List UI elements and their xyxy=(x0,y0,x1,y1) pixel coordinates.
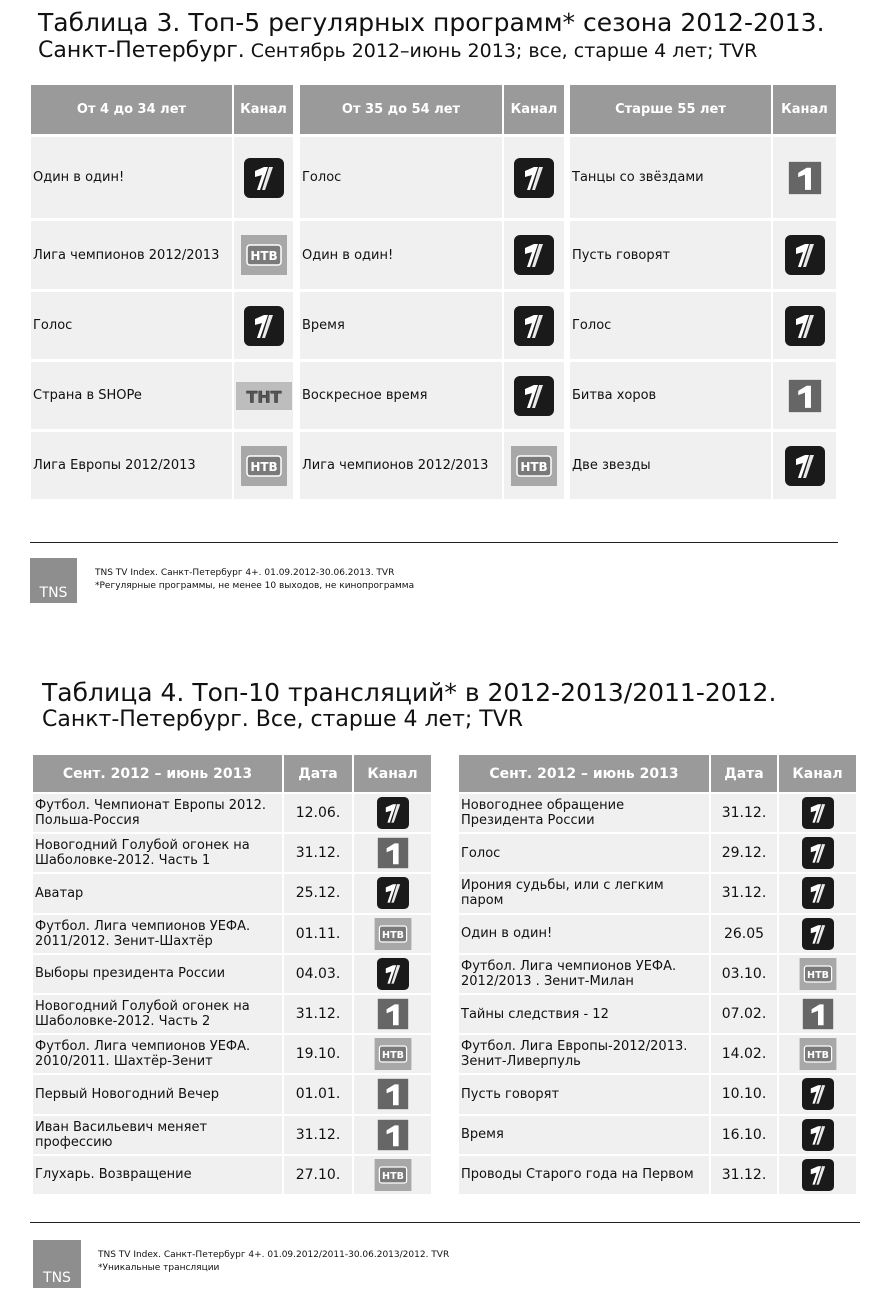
program-name: Голос xyxy=(302,170,342,185)
date-header: Дата xyxy=(709,755,777,792)
svg-text:НТВ: НТВ xyxy=(381,929,404,941)
channel-cell xyxy=(502,137,564,218)
broadcast-name: Футбол. Лига чемпионов УЕФА. 2011/2012. Зенит-Шахтёр xyxy=(35,918,251,949)
rossiya1-logo xyxy=(788,161,822,195)
program-name: Танцы со звёздами xyxy=(572,170,704,185)
age-group-header: От 35 до 54 лет xyxy=(341,102,461,117)
table4-row xyxy=(33,1033,431,1073)
broadcast-date: 07.02. xyxy=(709,995,777,1033)
channel-cell xyxy=(352,794,431,832)
rossiya1-logo xyxy=(377,1119,409,1151)
broadcast-name: Тайны следствия - 12 xyxy=(461,1006,609,1022)
channel-header: Канал xyxy=(352,755,431,792)
channel-cell xyxy=(352,955,431,993)
table3-row xyxy=(570,289,836,359)
broadcast-name: Новогодний Голубой огонек на Шаболовке-2012. Часть 1 xyxy=(35,838,250,869)
tnt-logo xyxy=(236,380,292,412)
perviy-logo xyxy=(802,797,834,829)
table3-header-row xyxy=(570,85,836,134)
channel-cell xyxy=(777,1075,856,1113)
channel-cell xyxy=(771,137,836,218)
table4-row xyxy=(33,1114,431,1154)
table3-title-line1: Таблица 3. Топ-5 регулярных программ* сезона 2012-2013. xyxy=(38,8,825,37)
rossiya1-logo xyxy=(788,379,822,413)
broadcast-date: 31.12. xyxy=(282,995,352,1033)
table4-row xyxy=(33,993,431,1033)
channel-cell xyxy=(771,432,836,499)
channel-cell xyxy=(502,292,564,359)
program-name: Страна в SHOPe xyxy=(33,388,142,403)
broadcast-date: 29.12. xyxy=(709,834,777,872)
table4-row xyxy=(459,913,856,953)
table3-row xyxy=(570,359,836,429)
channel-cell xyxy=(777,1156,856,1194)
broadcast-date: 19.10. xyxy=(282,1035,352,1073)
channel-cell xyxy=(352,1035,431,1073)
channel-cell xyxy=(777,1116,856,1154)
ntv-logo xyxy=(799,958,837,990)
table4-header-row xyxy=(459,755,856,792)
date-header: Дата xyxy=(282,755,352,792)
table4-row xyxy=(33,792,431,832)
perviy-logo xyxy=(802,1159,834,1191)
program-name: Голос xyxy=(572,318,612,333)
channel-cell xyxy=(771,221,836,289)
program-name: Лига Европы 2012/2013 xyxy=(33,458,196,473)
age-group-header: Старше 55 лет xyxy=(615,102,726,117)
table3-row xyxy=(31,218,293,289)
perviy-logo xyxy=(785,235,825,275)
svg-text:НТВ: НТВ xyxy=(381,1170,404,1182)
broadcast-name: Футбол. Лига чемпионов УЕФА. 2012/2013 . Зенит-Милан xyxy=(461,958,677,989)
perviy-logo xyxy=(514,235,554,275)
channel-cell xyxy=(777,995,856,1033)
channel-cell xyxy=(777,794,856,832)
broadcast-date: 01.11. xyxy=(282,915,352,953)
table3-row xyxy=(570,429,836,499)
rossiya1-logo xyxy=(377,1078,409,1110)
broadcast-date: 16.10. xyxy=(709,1116,777,1154)
table3-row xyxy=(570,218,836,289)
channel-header: Канал xyxy=(771,85,836,134)
broadcast-date: 12.06. xyxy=(282,794,352,832)
broadcast-date: 03.10. xyxy=(709,955,777,993)
broadcast-name: Иван Васильевич меняет профессию xyxy=(35,1119,208,1150)
channel-cell xyxy=(352,915,431,953)
program-name: Лига чемпионов 2012/2013 xyxy=(302,458,489,473)
table4-row xyxy=(459,1154,856,1194)
svg-text:НТВ: НТВ xyxy=(381,1050,404,1062)
perviy-logo xyxy=(802,1119,834,1151)
table3-divider xyxy=(30,542,838,543)
channel-header: Канал xyxy=(777,755,856,792)
broadcast-date: 31.12. xyxy=(282,834,352,872)
perviy-logo xyxy=(514,158,554,198)
channel-cell xyxy=(352,1075,431,1113)
perviy-logo xyxy=(785,306,825,346)
broadcast-name: Футбол. Лига Европы-2012/2013. Зенит-Ливерпуль xyxy=(461,1039,688,1070)
channel-cell xyxy=(777,955,856,993)
broadcast-date: 31.12. xyxy=(709,794,777,832)
table3-group-column xyxy=(570,85,836,499)
channel-cell xyxy=(232,432,293,499)
program-name: Лига чемпионов 2012/2013 xyxy=(33,247,220,263)
table4-footnote-note: *Уникальные трансляции xyxy=(98,1263,220,1273)
ntv-logo xyxy=(374,918,412,950)
broadcast-name: Футбол. Лига чемпионов УЕФА. 2010/2011. Шахтёр-Зенит xyxy=(35,1039,251,1070)
program-name: Голос xyxy=(33,318,73,333)
perviy-logo xyxy=(377,797,409,829)
channel-header: Канал xyxy=(502,85,564,134)
svg-text:НТВ: НТВ xyxy=(806,1050,829,1062)
perviy-logo xyxy=(802,877,834,909)
table3-title-city: Санкт-Петербург. xyxy=(38,38,245,63)
broadcast-name: Ирония судьбы, или с легким паром xyxy=(461,878,664,909)
program-name: Один в один! xyxy=(302,247,394,263)
table4-footnote xyxy=(98,1249,449,1275)
broadcast-name: Новогодний Голубой огонек на Шаболовке-2012. Часть 2 xyxy=(35,999,250,1030)
channel-cell xyxy=(502,432,564,499)
broadcast-date: 31.12. xyxy=(282,1116,352,1154)
broadcast-name: Пусть говорят xyxy=(461,1086,560,1102)
ntv-logo xyxy=(241,446,287,486)
table3-header-row xyxy=(300,85,564,134)
broadcast-name: Новогоднее обращение Президента России xyxy=(461,798,625,829)
perviy-logo xyxy=(802,837,834,869)
table3-footnote-source: TNS TV Index. Санкт-Петербург 4+. 01.09.2012-30.06.2013. TVR xyxy=(95,568,395,578)
channel-cell xyxy=(502,221,564,289)
broadcast-date: 04.03. xyxy=(282,955,352,993)
table3-group-column xyxy=(31,85,293,499)
broadcast-name: Аватар xyxy=(35,885,84,901)
table4-row xyxy=(459,993,856,1033)
program-name: Воскресное время xyxy=(302,388,428,403)
tns-logo: TNS xyxy=(30,558,77,603)
broadcast-name: Один в один! xyxy=(461,926,553,942)
ntv-logo xyxy=(374,1038,412,1070)
broadcast-name: Глухарь. Возвращение xyxy=(35,1167,192,1183)
table4-header-row xyxy=(33,755,431,792)
broadcast-date: 31.12. xyxy=(709,874,777,912)
broadcast-date: 01.01. xyxy=(282,1075,352,1113)
channel-cell xyxy=(502,362,564,429)
rossiya1-logo xyxy=(377,998,409,1030)
perviy-logo xyxy=(802,918,834,950)
table4-title-line2: Санкт-Петербург. Все, старше 4 лет; TVR xyxy=(42,707,524,732)
channel-cell xyxy=(232,292,293,359)
perviy-logo xyxy=(802,1078,834,1110)
channel-cell xyxy=(352,1116,431,1154)
broadcast-name: Проводы Старого года на Первом xyxy=(461,1167,694,1183)
table4-row xyxy=(33,832,431,872)
broadcast-name: Время xyxy=(461,1127,504,1143)
age-group-header: От 4 до 34 лет xyxy=(76,102,187,117)
table4-row xyxy=(459,953,856,993)
broadcast-name: Выборы президента России xyxy=(35,966,226,982)
channel-cell xyxy=(232,362,293,429)
svg-text:НТВ: НТВ xyxy=(806,969,829,981)
program-name: Время xyxy=(302,318,345,333)
table4-row xyxy=(459,1114,856,1154)
table3-row xyxy=(300,289,564,359)
table4-row xyxy=(33,1154,431,1194)
channel-cell xyxy=(232,137,293,218)
table3-header-row xyxy=(31,85,293,134)
broadcast-name: Голос xyxy=(461,845,501,861)
ntv-logo xyxy=(799,1038,837,1070)
broadcast-date: 26.05 xyxy=(709,915,777,953)
period-header: Сент. 2012 – июнь 2013 xyxy=(62,765,253,782)
perviy-logo xyxy=(244,158,284,198)
table4-row xyxy=(459,872,856,912)
perviy-logo xyxy=(377,877,409,909)
channel-header: Канал xyxy=(232,85,293,134)
rossiya1-logo xyxy=(377,837,409,869)
channel-cell xyxy=(777,834,856,872)
table3-row xyxy=(570,134,836,218)
program-name: Битва хоров xyxy=(572,388,657,403)
table3-row xyxy=(300,359,564,429)
table4-footnote-source: TNS TV Index. Санкт-Петербург 4+. 01.09.2012/2011-30.06.2013/2012. TVR xyxy=(98,1250,450,1260)
rossiya1-logo xyxy=(802,998,834,1030)
table4-row xyxy=(33,872,431,912)
table3-footnote-note: *Регулярные программы, не менее 10 выходов, не кинопрограмма xyxy=(95,581,415,591)
period-header: Сент. 2012 – июнь 2013 xyxy=(489,765,679,782)
broadcast-name: Первый Новогодний Вечер xyxy=(35,1086,220,1102)
perviy-logo xyxy=(514,376,554,416)
table3-group-column xyxy=(300,85,564,499)
table3-title-rest: Сентябрь 2012–июнь 2013; все, старше 4 лет; TVR xyxy=(244,40,758,62)
broadcast-date: 31.12. xyxy=(709,1156,777,1194)
svg-text:НТВ: НТВ xyxy=(249,459,278,474)
table4-row xyxy=(459,832,856,872)
table3-row xyxy=(31,134,293,218)
table4-column xyxy=(33,755,431,1194)
perviy-logo xyxy=(377,958,409,990)
broadcast-date: 14.02. xyxy=(709,1035,777,1073)
table4-row xyxy=(459,1033,856,1073)
tns-logo: TNS xyxy=(33,1240,81,1288)
channel-cell xyxy=(352,834,431,872)
channel-cell xyxy=(771,362,836,429)
channel-cell xyxy=(352,995,431,1033)
channel-cell xyxy=(777,874,856,912)
svg-text:ТНТ: ТНТ xyxy=(246,387,281,407)
table4-column xyxy=(459,755,856,1194)
perviy-logo xyxy=(785,446,825,486)
table4-row xyxy=(459,1073,856,1113)
ntv-logo xyxy=(241,235,287,275)
table3-row xyxy=(300,134,564,218)
table4-row xyxy=(33,953,431,993)
broadcast-name: Футбол. Чемпионат Европы 2012. Польша-Россия xyxy=(35,798,266,829)
broadcast-date: 25.12. xyxy=(282,874,352,912)
table4-row xyxy=(33,913,431,953)
table3-row xyxy=(31,429,293,499)
program-name: Один в один! xyxy=(33,170,125,185)
ntv-logo xyxy=(511,446,557,486)
table3-row xyxy=(300,429,564,499)
perviy-logo xyxy=(514,306,554,346)
channel-cell xyxy=(771,292,836,359)
svg-text:НТВ: НТВ xyxy=(249,249,278,263)
table4-divider xyxy=(30,1222,860,1223)
channel-cell xyxy=(777,915,856,953)
channel-cell xyxy=(352,1156,431,1194)
program-name: Пусть говорят xyxy=(572,247,671,263)
table3-row xyxy=(31,359,293,429)
table3-row xyxy=(300,218,564,289)
svg-text:НТВ: НТВ xyxy=(520,459,548,474)
broadcast-date: 27.10. xyxy=(282,1156,352,1194)
channel-cell xyxy=(232,221,293,289)
program-name: Две звезды xyxy=(572,458,651,473)
table3-row xyxy=(31,289,293,359)
channel-cell xyxy=(777,1035,856,1073)
table4-row xyxy=(459,792,856,832)
perviy-logo xyxy=(244,306,284,346)
table3-footnote xyxy=(95,567,414,593)
broadcast-date: 10.10. xyxy=(709,1075,777,1113)
ntv-logo xyxy=(374,1159,412,1191)
table4-title-line1: Таблица 4. Топ-10 трансляций* в 2012-2013/2011-2012. xyxy=(42,678,777,707)
table3-title-line2 xyxy=(38,38,757,63)
table4-row xyxy=(33,1073,431,1113)
channel-cell xyxy=(352,874,431,912)
